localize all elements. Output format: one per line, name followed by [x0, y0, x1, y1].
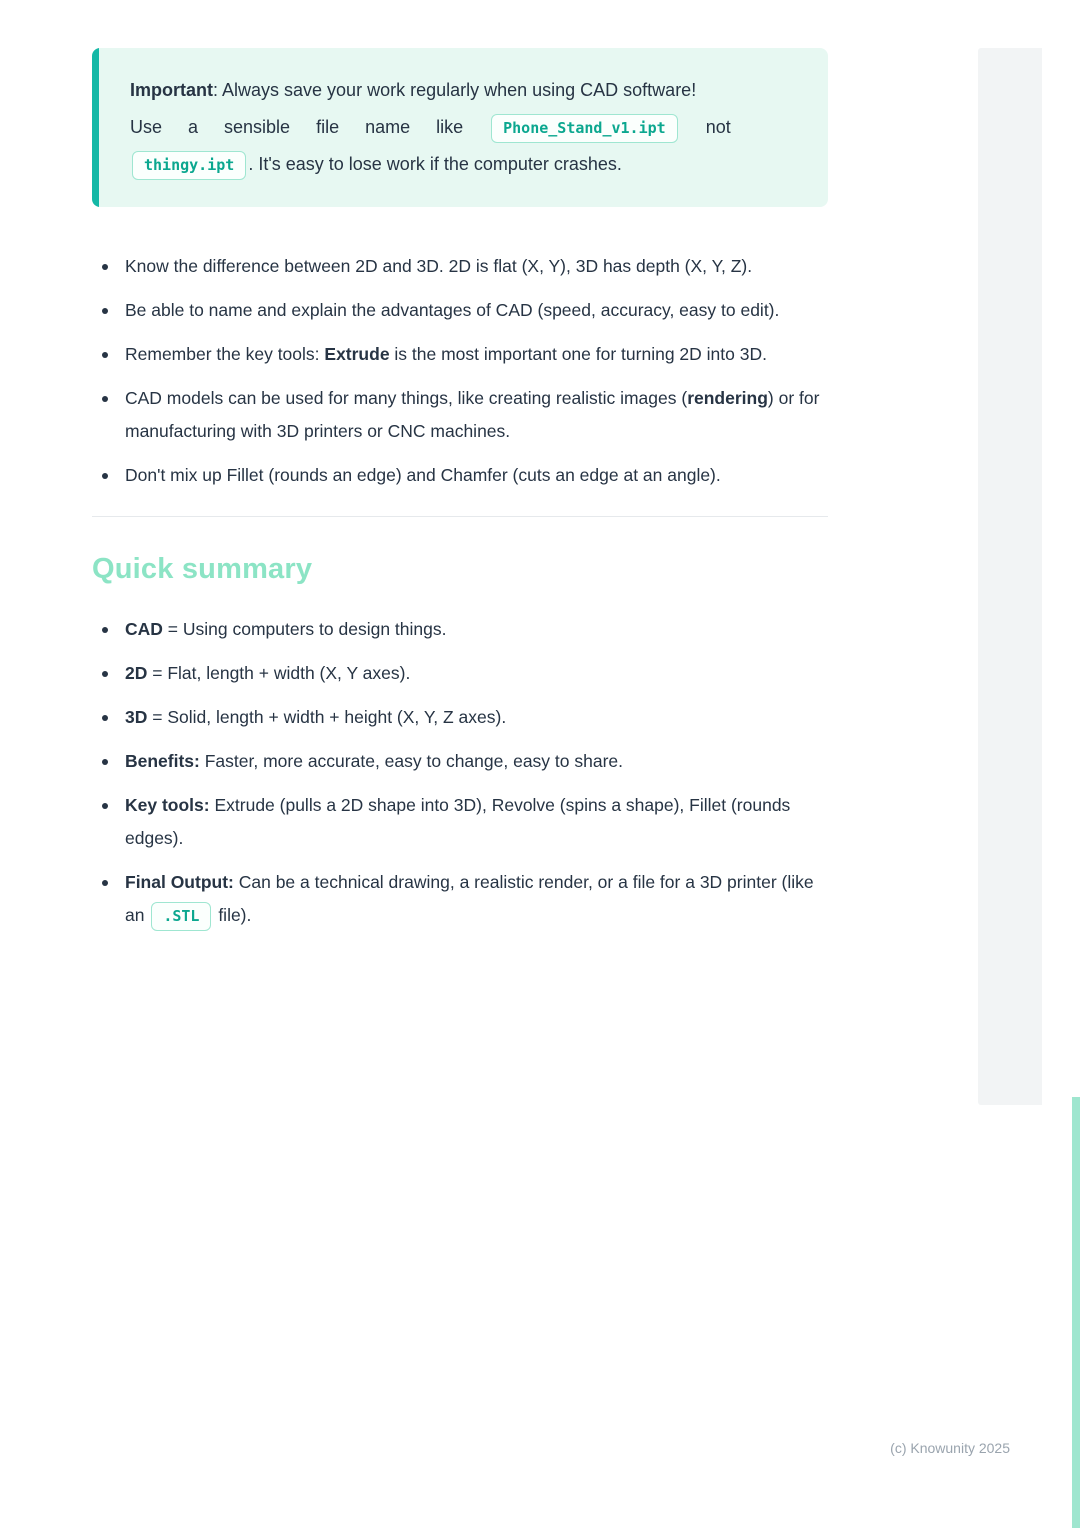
exam-tips-list: [92, 250, 828, 492]
text-run: not: [679, 117, 731, 137]
text-run: Extrude (pulls a 2D shape into 3D), Revolve (spins a shape), Fillet (rounds edges).: [125, 795, 791, 848]
text-run: CAD: [125, 619, 163, 639]
text-run: ) or for manufacturing with 3D printers or CNC machines.: [125, 388, 820, 441]
section-divider: [92, 516, 828, 517]
list-item: [92, 745, 828, 778]
inline-code-chip: .STL: [151, 902, 211, 931]
text-run: rendering: [687, 388, 768, 408]
text-run: 2D: [125, 663, 148, 683]
text-run: Don't mix up Fillet (rounds an edge) and Chamfer (cuts an edge at an angle).: [125, 465, 721, 485]
text-run: Final Output:: [125, 872, 234, 892]
list-item: [92, 701, 828, 734]
list-item: [92, 613, 828, 646]
list-item: [92, 294, 828, 327]
text-run: Use a sensible file name like: [130, 117, 490, 137]
list-item: [92, 382, 828, 448]
text-run: Faster, more accurate, easy to change, easy to share.: [199, 751, 624, 771]
list-item: [92, 250, 828, 283]
text-run: . It's easy to lose work if the computer crashes.: [248, 154, 622, 174]
adjacent-page-edge: [978, 48, 1042, 1105]
text-run: 3D: [125, 707, 148, 727]
list-item: [92, 789, 828, 855]
callout-text: [130, 72, 794, 183]
quick-summary-heading: Quick summary: [92, 553, 313, 585]
page-edge-accent: [1072, 1097, 1080, 1528]
text-run: file).: [213, 905, 252, 925]
list-item: [92, 459, 828, 492]
text-run: Benefits:: [125, 751, 200, 771]
text-run: Be able to name and explain the advantages of CAD (speed, accuracy, easy to edit).: [125, 300, 780, 320]
text-run: Important: [130, 80, 213, 100]
text-run: Remember the key tools:: [125, 344, 325, 364]
text-run: = Flat, length + width (X, Y axes).: [147, 663, 411, 683]
text-run: = Using computers to design things.: [162, 619, 447, 639]
callout-accent-bar: [92, 48, 99, 207]
text-run: is the most important one for turning 2D into 3D.: [389, 344, 767, 364]
text-run: Key tools:: [125, 795, 210, 815]
important-callout: [92, 48, 828, 207]
document-content: [92, 48, 828, 943]
text-run: Know the difference between 2D and 3D. 2D is flat (X, Y), 3D has depth (X, Y, Z).: [125, 256, 753, 276]
text-run: : Always save your work regularly when using CAD software!: [213, 80, 697, 100]
copyright-footer: (c) Knowunity 2025: [890, 1440, 1010, 1456]
text-run: CAD models can be used for many things, like creating realistic images (: [125, 388, 688, 408]
list-item: [92, 866, 828, 932]
text-run: Can be a technical drawing, a realistic render, or a file for a 3D printer (like an: [125, 872, 814, 925]
text-run: = Solid, length + width + height (X, Y, Z axes).: [147, 707, 507, 727]
list-item: [92, 338, 828, 371]
text-run: Extrude: [324, 344, 390, 364]
quick-summary-list: [92, 613, 828, 932]
inline-code-chip: thingy.ipt: [132, 151, 246, 180]
list-item: [92, 657, 828, 690]
inline-code-chip: Phone_Stand_v1.ipt: [491, 114, 678, 143]
